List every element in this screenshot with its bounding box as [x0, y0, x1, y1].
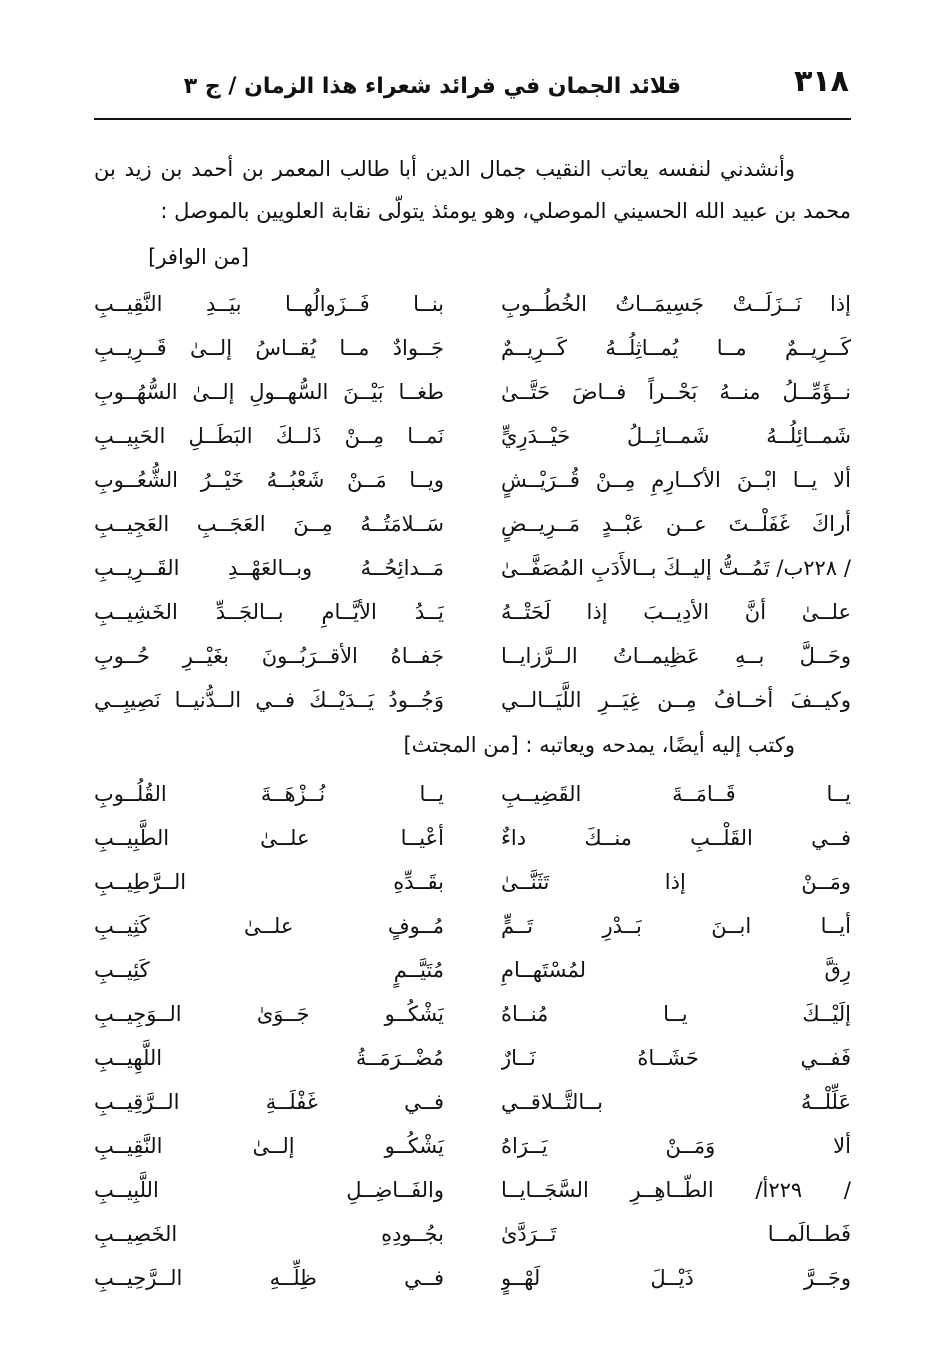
verse-first-hemistich: أراكَ غَفَلْــتَ عــن عَبْــدٍ مَــرِيــضٍ [501, 512, 851, 536]
verse-second-hemistich: سَــلامَتُــهُ مِــنَ العَجَــبِ العَجِيــبِ [94, 512, 444, 536]
verse-second-hemistich: يَشْكُــو إلــىٰ النَّقِيــبِ [94, 1134, 444, 1158]
verse-second-hemistich: ويــا مَــنْ شَعْبُــهُ خَيْــرُ الشُّعُــوبِ [94, 468, 444, 492]
verse-first-hemistich: فَفــي حَشَــاهُ نَــارٌ [501, 1046, 851, 1070]
verse-row [94, 592, 851, 632]
verse-row [94, 994, 851, 1034]
verse-row [94, 1214, 851, 1254]
verse-first-hemistich: ومَــنْ إذا تَثَنَّــىٰ [501, 870, 851, 894]
verse-row [94, 504, 851, 544]
verse-second-hemistich: يَــدُ الأيَّــامِ بــالجَــدِّ الخَشِيــبِ [94, 600, 444, 624]
verse-row [94, 1038, 851, 1078]
verse-row [94, 818, 851, 858]
verse-second-hemistich: بنــا فَــزَوالُهــا بيَــدِ النَّقِيــبِ [94, 292, 444, 316]
verse-second-hemistich: يــا نُــزْهَــةَ القُلُــوبِ [94, 782, 444, 806]
verse-first-hemistich: نــؤَمِّــلُ منــهُ بَحْــراً فــاضَ حَتَّــىٰ [501, 380, 851, 404]
verse-second-hemistich: مُــوفٍ علــىٰ كَثِيــبِ [94, 914, 444, 938]
header-rule [94, 118, 851, 120]
verse-second-hemistich: جَــوادٌ مــا يُقــاسُ إلــىٰ قَــرِيــبِ [94, 336, 444, 360]
verse-second-hemistich: فــي ظِلِّــهِ الــرَّحِيــبِ [94, 1266, 444, 1290]
verse-row [94, 1170, 851, 1210]
verse-row [94, 774, 851, 814]
verse-first-hemistich: ألا يــا ابْــنَ الأكــارِمِ مِــنْ قُــرَيْــشٍ [501, 468, 851, 492]
verse-second-hemistich: مُتَيَّــمٍ كَئِيــبِ [94, 958, 444, 982]
verse-row [94, 862, 851, 902]
verse-second-hemistich: بقَــدِّهِ الــرَّطِيــبِ [94, 870, 444, 894]
verse-first-hemistich: أيــا ابــنَ بَــدْرِ تَــمٍّ [501, 914, 851, 938]
verse-row [94, 636, 851, 676]
verse-row [94, 416, 851, 456]
verse-second-hemistich: بجُــودِهِ الخَصِيــبِ [94, 1222, 444, 1246]
verse-row [94, 950, 851, 990]
verse-first-hemistich: يــا قَــامَــةَ القَضِيــبِ [501, 782, 851, 806]
verse-row [94, 906, 851, 946]
verse-row [94, 284, 851, 324]
verse-row [94, 328, 851, 368]
verse-row [94, 460, 851, 500]
verse-first-hemistich: إذا نَــزَلَــتْ جَسِيمَــاتُ الخُطُــوبِ [501, 292, 851, 316]
verse-first-hemistich: / ٢٢٨ب/ تَمُــتُّ إليــكَ بــالأَدَبِ المُصَفَّــىٰ [501, 556, 851, 580]
running-title: قلائد الجمان في فرائد شعراء هذا الزمان / ج ٣ [183, 74, 681, 99]
verse-second-hemistich: يَشْكُــو جَــوَىٰ الــوَجِيــبِ [94, 1002, 444, 1026]
intro-paragraph-1: وأنشدني لنفسه يعاتب النقيب جمال الدين أبا طالب المعمر بن أحمد بن زيد بن محمد بن عبيد الله الحسيني الموصلي، وهو يومئذ يتولّى نقابة العلويين بالموصل : [94, 157, 851, 223]
verse-second-hemistich: نَمــا مِــنْ ذَلــكَ البَطَــلِ الحَبِيــبِ [94, 424, 444, 448]
verse-first-hemistich: وكيــفَ أخــافُ مِــن غِيَــرِ اللَّيَــالــي [501, 688, 851, 712]
verse-second-hemistich: طغــا بَيْــنَ السُّهــولِ إلــىٰ السُّهُــوبِ [94, 380, 444, 404]
verse-row [94, 680, 851, 720]
verse-row [94, 1126, 851, 1166]
verse-first-hemistich: فَطــالَمــا تَــرَدَّىٰ [501, 1222, 851, 1246]
verse-first-hemistich: عَلِّلْــهُ بــالتَّــلاقــي [501, 1090, 851, 1114]
verse-second-hemistich: مُضْــرَمَــةُ اللَّهِيــبِ [94, 1046, 444, 1070]
verse-first-hemistich: ألا وَمَــنْ يَــرَاهُ [501, 1134, 851, 1158]
verse-row [94, 1082, 851, 1122]
verse-first-hemistich: وحَــلَّ بــهِ عَظِيمــاتُ الــرَّزايــا [501, 644, 851, 668]
verse-second-hemistich: أعْيــا علــىٰ الطَّبِيــبِ [94, 826, 444, 850]
verse-second-hemistich: والفَــاضِــلِ اللَّبِيــبِ [94, 1178, 444, 1202]
verse-first-hemistich: وجَــرَّ ذَيْــلَ لَهْــوٍ [501, 1266, 851, 1290]
meter-label-wafir: [من الوافر] [148, 245, 249, 269]
verse-first-hemistich: / ٢٢٩أ/ الطّــاهِــرِ السَّجَــايــا [501, 1178, 851, 1202]
intro-paragraph-2: وكتب إليه أيضًا، يمدحه ويعاتبه : [من المجتث] [403, 733, 795, 757]
verse-second-hemistich: وَجُــودُ يَــدَيْــكَ فــي الــدُّنيــا نَصِيبِــي [94, 688, 444, 712]
verse-row [94, 548, 851, 588]
verse-second-hemistich: مَــدائِحُــهُ وبــالعَهْــدِ القَــرِيــبِ [94, 556, 444, 580]
verse-first-hemistich: علــىٰ أنَّ الأدِيــبَ إذا لَحَتْــهُ [501, 600, 851, 624]
verse-row [94, 372, 851, 412]
page-number: ٣١٨ [794, 64, 849, 99]
verse-second-hemistich: جَفــاهُ الأقــرَبُــونَ بغَيْــرِ حُــوبِ [94, 644, 444, 668]
verse-first-hemistich: إلَيْــكَ يــا مُنــاهُ [501, 1002, 851, 1026]
verse-first-hemistich: فــي القَلْــبِ منــكَ داءٌ [501, 826, 851, 850]
verse-second-hemistich: فــي غَفْلَــةِ الــرَّقِيــبِ [94, 1090, 444, 1114]
page-header [94, 62, 851, 118]
verse-first-hemistich: رِقَّ لمُسْتَهــامِ [501, 958, 851, 982]
verse-first-hemistich: كَــرِيــمٌ مــا يُمــاثِلُــهُ كَــرِيــمٌ [501, 336, 851, 360]
verse-first-hemistich: شَمــائِلُــهُ شَمــائِــلُ حَيْــدَرِيٍّ [501, 424, 851, 448]
verse-row [94, 1258, 851, 1298]
